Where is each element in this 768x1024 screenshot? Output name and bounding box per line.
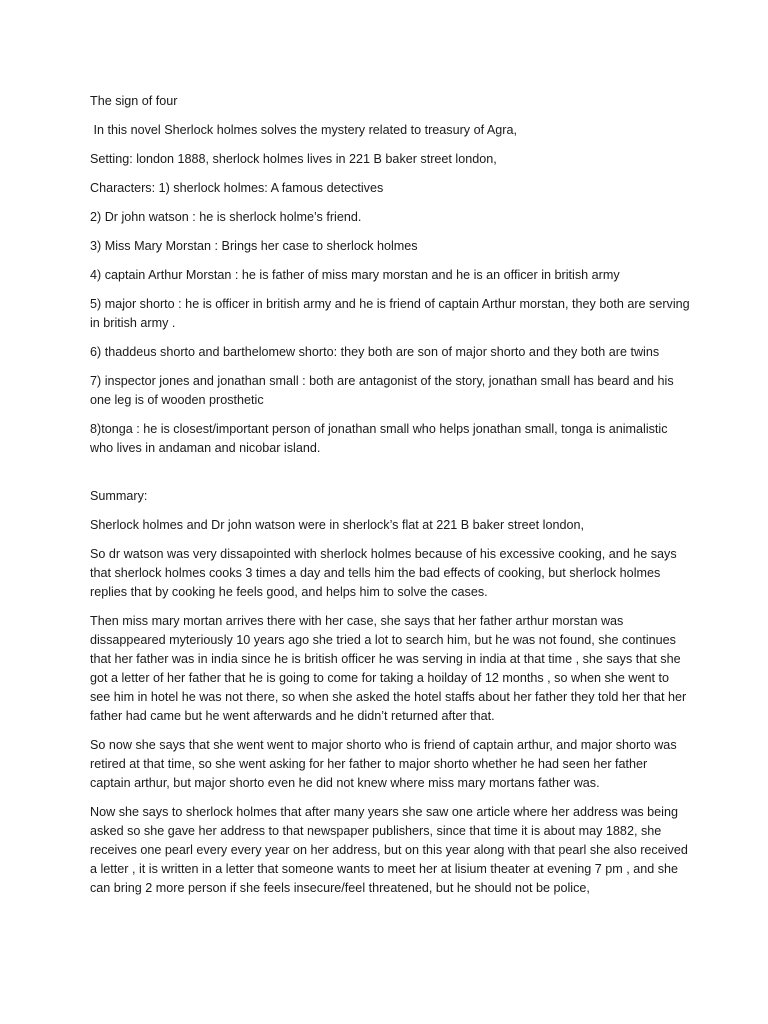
character-item: 4) captain Arthur Morstan : he is father of miss mary morstan and he is an officer in british army	[90, 268, 620, 282]
intro-paragraph: In this novel Sherlock holmes solves the mystery related to treasury of Agra,	[90, 123, 517, 137]
summary-paragraph: Then miss mary mortan arrives there with her case, she says that her father arthur morstan was dissappeared myteriously 10 years ago she tried a lot to search him, but he was not found, she continues that her father was in india since he is british officer he was serving in india at that time , she says that she got a letter of her father that he is going to come for taking a hoilday of 12 months , so when she went to see him in hotel he was not there, so when she asked the hotel staffs about her father they told her that her father had came but he went afterwards and he didn’t returned after that.	[90, 614, 687, 723]
character-item: 2) Dr john watson : he is sherlock holme’s friend.	[90, 210, 362, 224]
summary-heading: Summary:	[90, 489, 148, 503]
summary-paragraph: Now she says to sherlock holmes that after many years she saw one article where her address was being asked so she gave her address to that newspaper publishers, since that time it is about may 1882, she receives one pearl every every year on her address, but on this year along with that pearl she also received a letter , it is written in a letter that someone wants to meet her at lisium theater at evening 7 pm , and she can bring 2 more person if she feels insecure/feel threatened, but he should not be police,	[90, 805, 688, 895]
character-item: 7) inspector jones and jonathan small : both are antagonist of the story, jonathan small has beard and his one leg is of wooden prosthetic	[90, 374, 674, 407]
summary-paragraph: So now she says that she went went to major shorto who is friend of captain arthur, and major shorto was retired at that time, so she went asking for her father to major shorto whether he had seen her father captain arthur, but major shorto even he did not knew where miss mary mortans father was.	[90, 738, 677, 790]
character-item: 6) thaddeus shorto and barthelomew shorto: they both are son of major shorto and they both are twins	[90, 345, 660, 359]
character-item: 8)tonga : he is closest/important person of jonathan small who helps jonathan small, tonga is animalistic who lives in andaman and nicobar island.	[90, 422, 668, 455]
summary-paragraph: Sherlock holmes and Dr john watson were in sherlock’s flat at 221 B baker street london,	[90, 518, 584, 532]
character-item: 3) Miss Mary Morstan : Brings her case to sherlock holmes	[90, 239, 418, 253]
setting-paragraph: Setting: london 1888, sherlock holmes lives in 221 B baker street london,	[90, 152, 497, 166]
document-title: The sign of four	[90, 94, 178, 108]
document-body	[90, 92, 690, 908]
character-item: 5) major shorto : he is officer in british army and he is friend of captain Arthur morstan, they both are serving in british army .	[90, 297, 690, 330]
character-item: Characters: 1) sherlock holmes: A famous detectives	[90, 181, 384, 195]
summary-paragraph: So dr watson was very dissapointed with sherlock holmes because of his excessive cooking, and he says that sherlock holmes cooks 3 times a day and tells him the bad effects of cooking, but sherlock holmes replies that by cooking he feels good, and helps him to solve the cases.	[90, 547, 677, 599]
